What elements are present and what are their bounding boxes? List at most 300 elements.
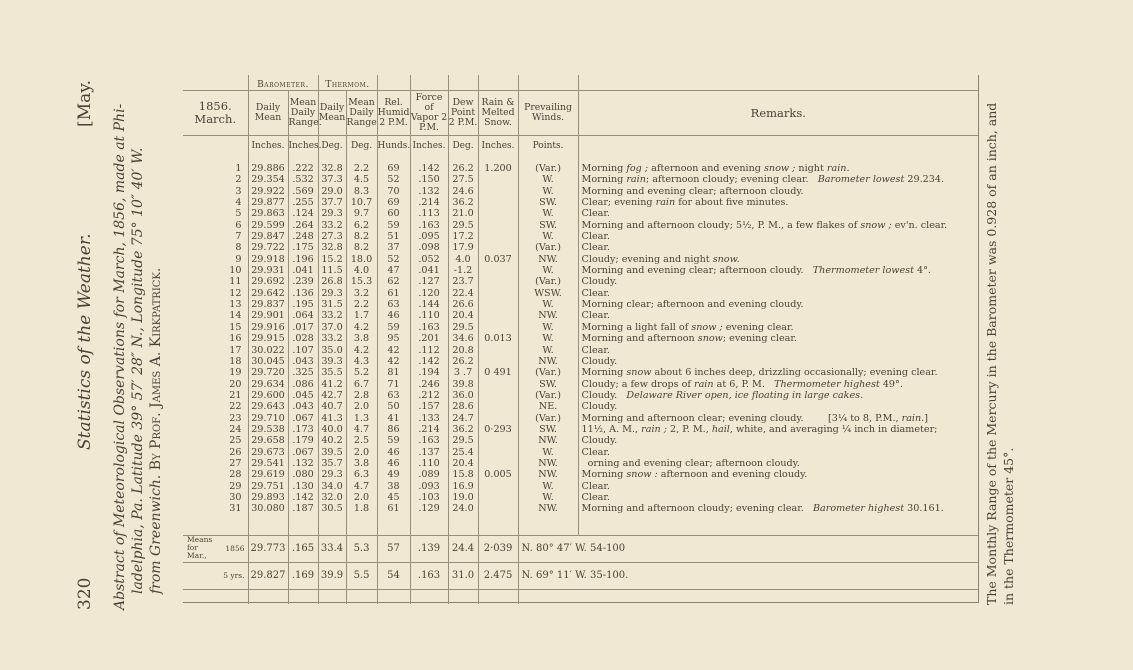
remark-text: for about five minutes. [675, 197, 789, 209]
cell-rain-melted-snow [478, 379, 518, 390]
cell-rel-humidity: 51 [377, 231, 410, 242]
spacer-cell [346, 515, 377, 536]
cell-baro-mean-daily-range: .195 [288, 299, 318, 310]
cell-thermo-mean-daily-range: 15.3 [346, 276, 377, 287]
page-number: 320 [75, 577, 95, 610]
cell-date: 16 [229, 333, 242, 345]
cell-force-of-vapor: .150 [410, 174, 448, 185]
cell-dew-point: 20.4 [448, 458, 478, 469]
cell-thermo-daily-mean: 30.5 [318, 503, 346, 514]
table-row [183, 220, 978, 231]
cell-rain-melted-snow: 0·293 [478, 424, 518, 435]
remark-text: 30.161. [904, 503, 944, 515]
cell-prevailing-winds: SW. [518, 424, 578, 435]
remark-emphasis: hail, [711, 423, 733, 435]
cell-rain-melted-snow [478, 276, 518, 287]
means-label-cell [183, 535, 248, 562]
cell-date: 30 [229, 491, 242, 503]
cell-rain-melted-snow [478, 481, 518, 492]
cell-rain-melted-snow [478, 242, 518, 253]
cell-rain-melted-snow [478, 356, 518, 367]
cell-baro-mean-daily-range: .107 [288, 345, 318, 356]
cell-baro-mean-daily-range: .045 [288, 390, 318, 401]
remark-text: Cloudy. [581, 435, 618, 447]
cell-thermo-daily-mean: 35.7 [318, 458, 346, 469]
table-row [183, 401, 978, 412]
cell-baro-daily-mean: 29.658 [248, 435, 288, 446]
cell-prevailing-winds: W. [518, 208, 578, 219]
header-date: 1856. March. [183, 91, 248, 136]
means-thermo-mean-daily-range: 5.5 [346, 562, 377, 589]
cell-baro-mean-daily-range: .175 [288, 242, 318, 253]
cell-remarks [578, 220, 978, 231]
remark-text: Clear; evening [581, 197, 656, 209]
spacer-cell [183, 155, 248, 163]
cell-baro-daily-mean: 29.847 [248, 231, 288, 242]
table-row [183, 458, 978, 469]
cell-thermo-daily-mean: 40.2 [318, 435, 346, 446]
cell-date: 22 [229, 401, 242, 413]
cell-force-of-vapor: .110 [410, 458, 448, 469]
means-prevailing-winds: N. 80° 47′ W. 54-100 [518, 535, 978, 562]
cell-thermo-daily-mean: 33.2 [318, 333, 346, 344]
remark-text: Clear. [581, 344, 610, 356]
remark-text: Cloudy; a few drops of [581, 378, 694, 390]
cell-dew-point: 4.0 [448, 254, 478, 265]
spacer-cell [478, 155, 518, 163]
table-row [183, 390, 978, 401]
cell-force-of-vapor: .144 [410, 299, 448, 310]
cell-baro-mean-daily-range: .043 [288, 356, 318, 367]
cell-baro-daily-mean: 29.673 [248, 447, 288, 458]
remark-emphasis: snow : [626, 469, 658, 481]
cell-rel-humidity: 81 [377, 367, 410, 378]
remark-text: Clear. [581, 310, 610, 322]
cell-date: 14 [229, 310, 242, 322]
cell-thermo-mean-daily-range: 4.5 [346, 174, 377, 185]
cell-rain-melted-snow [478, 447, 518, 458]
cell-rain-melted-snow [478, 174, 518, 185]
cell-rain-melted-snow: 0 491 [478, 367, 518, 378]
header-dew-point: Dew Point 2 P.M. [448, 91, 478, 136]
cell-prevailing-winds: WSW. [518, 288, 578, 299]
header-force-of-vapor: Force of Vapor 2 P.M. [410, 91, 448, 136]
cell-baro-daily-mean: 29.720 [248, 367, 288, 378]
cell-thermo-mean-daily-range: 8.2 [346, 242, 377, 253]
unit-rain-melted-snow: Inches. [478, 136, 518, 156]
cell-thermo-daily-mean: 27.3 [318, 231, 346, 242]
cell-rel-humidity: 52 [377, 174, 410, 185]
cell-baro-daily-mean: 29.901 [248, 310, 288, 321]
cell-thermo-mean-daily-range: 1.8 [346, 503, 377, 514]
header-remarks: Remarks. [578, 91, 978, 136]
cell-rain-melted-snow [478, 220, 518, 231]
cell-remarks [578, 379, 978, 390]
header-prevailing-winds: Prevailing Winds. [518, 91, 578, 136]
cell-dew-point: 3 .7 [448, 367, 478, 378]
unit-thermo-daily-mean: Deg. [318, 136, 346, 156]
cell-force-of-vapor: .201 [410, 333, 448, 344]
cell-thermo-daily-mean: 40.7 [318, 401, 346, 412]
cell-baro-mean-daily-range: .142 [288, 492, 318, 503]
cell-baro-mean-daily-range: .041 [288, 265, 318, 276]
caption-line-1: Abstract of Meteorological Observations for March, 1856, made at Phi- [112, 103, 128, 610]
cell-baro-mean-daily-range: .017 [288, 322, 318, 333]
cell-prevailing-winds: W. [518, 231, 578, 242]
cell-date: 25 [229, 435, 242, 447]
cell-date: 1 [235, 163, 242, 174]
cell-dew-point: 26.6 [448, 299, 478, 310]
cell-dew-point: 26.2 [448, 163, 478, 174]
cell-thermo-daily-mean: 40.0 [318, 424, 346, 435]
cell-force-of-vapor: .214 [410, 424, 448, 435]
spacer-cell [448, 515, 478, 536]
cell-thermo-mean-daily-range: 9.7 [346, 208, 377, 219]
cell-thermo-mean-daily-range: 2.0 [346, 401, 377, 412]
running-title: Statistics of the Weather. [75, 233, 95, 450]
cell-dew-point: 22.4 [448, 288, 478, 299]
cell-rel-humidity: 59 [377, 220, 410, 231]
cell-baro-daily-mean: 29.354 [248, 174, 288, 185]
cell-thermo-mean-daily-range: 4.7 [346, 481, 377, 492]
table-row [183, 276, 978, 287]
cell-remarks [578, 447, 978, 458]
cell-rain-melted-snow [478, 345, 518, 356]
cell-rain-melted-snow: 0.005 [478, 469, 518, 480]
cell-dew-point: 36.2 [448, 424, 478, 435]
cell-remarks [578, 469, 978, 480]
remark-emphasis: rain [626, 174, 646, 186]
cell-thermo-mean-daily-range: 8.3 [346, 186, 377, 197]
cell-force-of-vapor: .142 [410, 356, 448, 367]
remark-emphasis: Thermometer lowest [812, 265, 914, 277]
table-row [183, 310, 978, 321]
remark-text: Morning [581, 174, 627, 186]
cell-rain-melted-snow [478, 299, 518, 310]
cell-baro-mean-daily-range: .239 [288, 276, 318, 287]
cell-remarks [578, 197, 978, 208]
cell-rel-humidity: 45 [377, 492, 410, 503]
cell-thermo-mean-daily-range: 6.7 [346, 379, 377, 390]
cell-date: 27 [229, 457, 242, 469]
remark-emphasis: rain. [901, 412, 925, 424]
cell-date: 7 [235, 231, 242, 243]
cell-thermo-mean-daily-range: 4.7 [346, 424, 377, 435]
cell-force-of-vapor: .120 [410, 288, 448, 299]
spacer-cell [248, 155, 288, 163]
remark-emphasis: Barometer lowest [817, 174, 905, 186]
cell-prevailing-winds: SW. [518, 220, 578, 231]
side-note [983, 75, 1023, 605]
table-row [183, 288, 978, 299]
cell-remarks [578, 174, 978, 185]
cell-dew-point: 39.8 [448, 379, 478, 390]
spacer-cell [448, 155, 478, 163]
cell-rel-humidity: 59 [377, 322, 410, 333]
cell-baro-daily-mean: 29.722 [248, 242, 288, 253]
cell-thermo-daily-mean: 29.3 [318, 208, 346, 219]
cell-prevailing-winds: NW. [518, 458, 578, 469]
cell-date: 11 [229, 276, 242, 288]
spacer-cell [410, 589, 448, 604]
means-dew-point: 24.4 [448, 535, 478, 562]
cell-force-of-vapor: .129 [410, 503, 448, 514]
cell-remarks [578, 288, 978, 299]
cell-force-of-vapor: .098 [410, 242, 448, 253]
cell-baro-mean-daily-range: .255 [288, 197, 318, 208]
means-prevailing-winds: N. 69° 11′ W. 35-100. [518, 562, 978, 589]
unit-remarks [578, 136, 978, 156]
remark-text: Morning and afternoon cloudy; evening clear. [581, 503, 813, 515]
cell-prevailing-winds: SW. [518, 379, 578, 390]
cell-force-of-vapor: .142 [410, 163, 448, 174]
unit-thermo-mean-daily-range: Deg. [346, 136, 377, 156]
table-row [183, 503, 978, 514]
cell-baro-daily-mean: 29.634 [248, 379, 288, 390]
cell-rel-humidity: 52 [377, 254, 410, 265]
cell-thermo-mean-daily-range: 4.2 [346, 322, 377, 333]
cell-remarks [578, 299, 978, 310]
header-thermo-daily-mean: Daily Mean [318, 91, 346, 136]
cell-thermo-mean-daily-range: 10.7 [346, 197, 377, 208]
cell-prevailing-winds: NE. [518, 401, 578, 412]
cell-force-of-vapor: .194 [410, 367, 448, 378]
remark-text: Cloudy. [581, 389, 627, 401]
cell-dew-point: 25.4 [448, 447, 478, 458]
means-baro-mean-daily-range: .165 [288, 535, 318, 562]
spacer-cell [346, 155, 377, 163]
cell-remarks [578, 242, 978, 253]
cell-force-of-vapor: .163 [410, 220, 448, 231]
cell-force-of-vapor: .127 [410, 276, 448, 287]
cell-remarks [578, 401, 978, 412]
cell-remarks [578, 265, 978, 276]
remark-text: evening clear. [722, 321, 794, 333]
cell-force-of-vapor: .246 [410, 379, 448, 390]
cell-thermo-daily-mean: 29.3 [318, 288, 346, 299]
spacer-cell [288, 155, 318, 163]
cell-date: 28 [229, 469, 242, 481]
cell-rel-humidity: 63 [377, 390, 410, 401]
cell-prevailing-winds: NW. [518, 469, 578, 480]
spacer-cell [448, 589, 478, 604]
cell-prevailing-winds: NW. [518, 356, 578, 367]
cell-rel-humidity: 42 [377, 356, 410, 367]
cell-rel-humidity: 60 [377, 208, 410, 219]
cell-rain-melted-snow [478, 231, 518, 242]
cell-remarks [578, 367, 978, 378]
remark-emphasis: snow ; [763, 163, 796, 174]
cell-remarks [578, 413, 978, 424]
remark-text: Morning a light fall of [581, 321, 692, 333]
cell-rain-melted-snow [478, 492, 518, 503]
cell-rain-melted-snow [478, 413, 518, 424]
remark-text: ; evening clear. [722, 333, 797, 345]
spacer-cell [518, 155, 578, 163]
author-credit: By Prof. James A. Kirkpatrick. [148, 267, 164, 471]
remark-text: 2, P. M., [666, 423, 712, 435]
remark-text: Morning [581, 469, 627, 481]
cell-dew-point: 29.5 [448, 220, 478, 231]
unit-prevailing-winds: Points. [518, 136, 578, 156]
cell-rel-humidity: 59 [377, 435, 410, 446]
cell-rain-melted-snow [478, 208, 518, 219]
cell-thermo-mean-daily-range: 18.0 [346, 254, 377, 265]
cell-date: 8 [235, 242, 242, 254]
cell-force-of-vapor: .052 [410, 254, 448, 265]
cell-remarks [578, 322, 978, 333]
cell-rain-melted-snow [478, 503, 518, 514]
cell-force-of-vapor: .163 [410, 435, 448, 446]
cell-prevailing-winds: NW. [518, 435, 578, 446]
cell-baro-daily-mean: 29.916 [248, 322, 288, 333]
cell-date: 6 [235, 219, 242, 231]
remark-text: Clear. [581, 491, 610, 503]
cell-prevailing-winds: W. [518, 481, 578, 492]
cell-rel-humidity: 95 [377, 333, 410, 344]
means-row [183, 535, 978, 562]
table-row [183, 242, 978, 253]
cell-thermo-mean-daily-range: 2.0 [346, 447, 377, 458]
remark-text: Morning and afternoon cloudy; 5½, P. M., a few flakes of [581, 219, 861, 231]
side-note-line-2: in the Thermometer 45°. [1001, 447, 1016, 605]
cell-rel-humidity: 37 [377, 242, 410, 253]
cell-date: 20 [229, 378, 242, 390]
remark-text: ; afternoon cloudy; evening clear. [645, 174, 818, 186]
cell-dew-point: 17.9 [448, 242, 478, 253]
remark-text: afternoon and evening cloudy. [657, 469, 808, 481]
means-rel-humidity: 54 [377, 562, 410, 589]
cell-prevailing-winds: W. [518, 492, 578, 503]
table-row [183, 356, 978, 367]
remark-text: Clear. [581, 242, 610, 254]
table-row [183, 492, 978, 503]
cell-thermo-daily-mean: 35.5 [318, 367, 346, 378]
cell-thermo-mean-daily-range: 3.2 [346, 288, 377, 299]
spacer-cell [318, 515, 346, 536]
cell-date: 26 [229, 446, 242, 458]
cell-thermo-daily-mean: 37.7 [318, 197, 346, 208]
cell-prevailing-winds: (Var.) [518, 413, 578, 424]
cell-force-of-vapor: .214 [410, 197, 448, 208]
cell-baro-mean-daily-range: .136 [288, 288, 318, 299]
cell-rain-melted-snow [478, 197, 518, 208]
header-baro-mean-daily-range: Mean Daily Range. [288, 91, 318, 136]
cell-thermo-daily-mean: 41.2 [318, 379, 346, 390]
cell-thermo-daily-mean: 34.0 [318, 481, 346, 492]
spacer-cell [248, 589, 288, 604]
table-row [183, 435, 978, 446]
cell-thermo-daily-mean: 29.0 [318, 186, 346, 197]
cell-thermo-daily-mean: 37.3 [318, 174, 346, 185]
remark-text: night [795, 163, 827, 174]
table-row [183, 379, 978, 390]
cell-thermo-mean-daily-range: 6.3 [346, 469, 377, 480]
cell-thermo-daily-mean: 41.3 [318, 413, 346, 424]
group-thermometer: Thermom. [318, 75, 377, 91]
cell-rain-melted-snow: 0.013 [478, 333, 518, 344]
spacer-cell [410, 515, 448, 536]
cell-thermo-mean-daily-range: 8.2 [346, 231, 377, 242]
remark-text: 29.234. [904, 174, 945, 186]
remark-text: Clear. [581, 287, 610, 299]
cell-dew-point: 28.6 [448, 401, 478, 412]
cell-thermo-daily-mean: 33.2 [318, 220, 346, 231]
table-row [183, 299, 978, 310]
unit-rel-humidity: Hunds. [377, 136, 410, 156]
cell-date: 24 [229, 423, 242, 435]
spacer-cell [248, 515, 288, 536]
header-baro-daily-mean: Daily Mean [248, 91, 288, 136]
cell-thermo-daily-mean: 39.3 [318, 356, 346, 367]
unit-dew-point: Deg. [448, 136, 478, 156]
table-row [183, 231, 978, 242]
cell-date: 9 [235, 253, 242, 265]
cell-baro-daily-mean: 29.643 [248, 401, 288, 412]
cell-dew-point: 19.0 [448, 492, 478, 503]
unit-baro-mean-daily-range: Inches. [288, 136, 318, 156]
cell-rel-humidity: 47 [377, 265, 410, 276]
cell-thermo-daily-mean: 32.8 [318, 242, 346, 253]
remark-text: afternoon and evening [648, 163, 764, 174]
cell-force-of-vapor: .212 [410, 390, 448, 401]
remark-emphasis: snow ; [691, 321, 723, 333]
spacer-cell [318, 155, 346, 163]
remark-emphasis: Barometer highest [812, 503, 905, 515]
table-row [183, 333, 978, 344]
remark-text: ev'n. clear. [891, 219, 948, 231]
cell-baro-daily-mean: 29.931 [248, 265, 288, 276]
cell-remarks [578, 503, 978, 514]
cell-prevailing-winds: SW. [518, 197, 578, 208]
remark-text: Cloudy; evening and night [581, 253, 713, 265]
caption-line-2: ladelphia, Pa. Latitude 39° 57′ 28″ N., Longitude 75° 10″ 40′ W. [130, 147, 146, 594]
cell-dew-point: 17.2 [448, 231, 478, 242]
cell-rain-melted-snow [478, 435, 518, 446]
header-thermo-mean-daily-range: Mean Daily Range [346, 91, 377, 136]
cell-thermo-daily-mean: 37.0 [318, 322, 346, 333]
cell-date: 12 [229, 287, 242, 299]
cell-dew-point: 27.5 [448, 174, 478, 185]
cell-dew-point: 36.2 [448, 197, 478, 208]
means-thermo-daily-mean: 33.4 [318, 535, 346, 562]
cell-baro-mean-daily-range: .222 [288, 163, 318, 174]
cell-dew-point: -1.2 [448, 265, 478, 276]
cell-rel-humidity: 71 [377, 379, 410, 390]
table-row [183, 197, 978, 208]
cell-baro-daily-mean: 30.045 [248, 356, 288, 367]
cell-rel-humidity: 69 [377, 163, 410, 174]
cell-thermo-daily-mean: 26.8 [318, 276, 346, 287]
remark-emphasis: Thermometer highest [774, 378, 880, 390]
cell-remarks [578, 435, 978, 446]
cell-remarks [578, 186, 978, 197]
cell-dew-point: 36.0 [448, 390, 478, 401]
cell-rain-melted-snow [478, 265, 518, 276]
cell-thermo-daily-mean: 32.0 [318, 492, 346, 503]
cell-rain-melted-snow: 0.037 [478, 254, 518, 265]
cell-baro-mean-daily-range: .248 [288, 231, 318, 242]
table-row [183, 208, 978, 219]
cell-dew-point: 24.6 [448, 186, 478, 197]
spacer-cell [518, 589, 978, 604]
cell-date: 19 [229, 367, 242, 379]
remark-text: ] [924, 412, 928, 424]
cell-baro-daily-mean: 29.599 [248, 220, 288, 231]
means-label-cell [183, 562, 248, 589]
means-label: Means for Mar., [187, 534, 213, 560]
cell-baro-daily-mean: 29.751 [248, 481, 288, 492]
